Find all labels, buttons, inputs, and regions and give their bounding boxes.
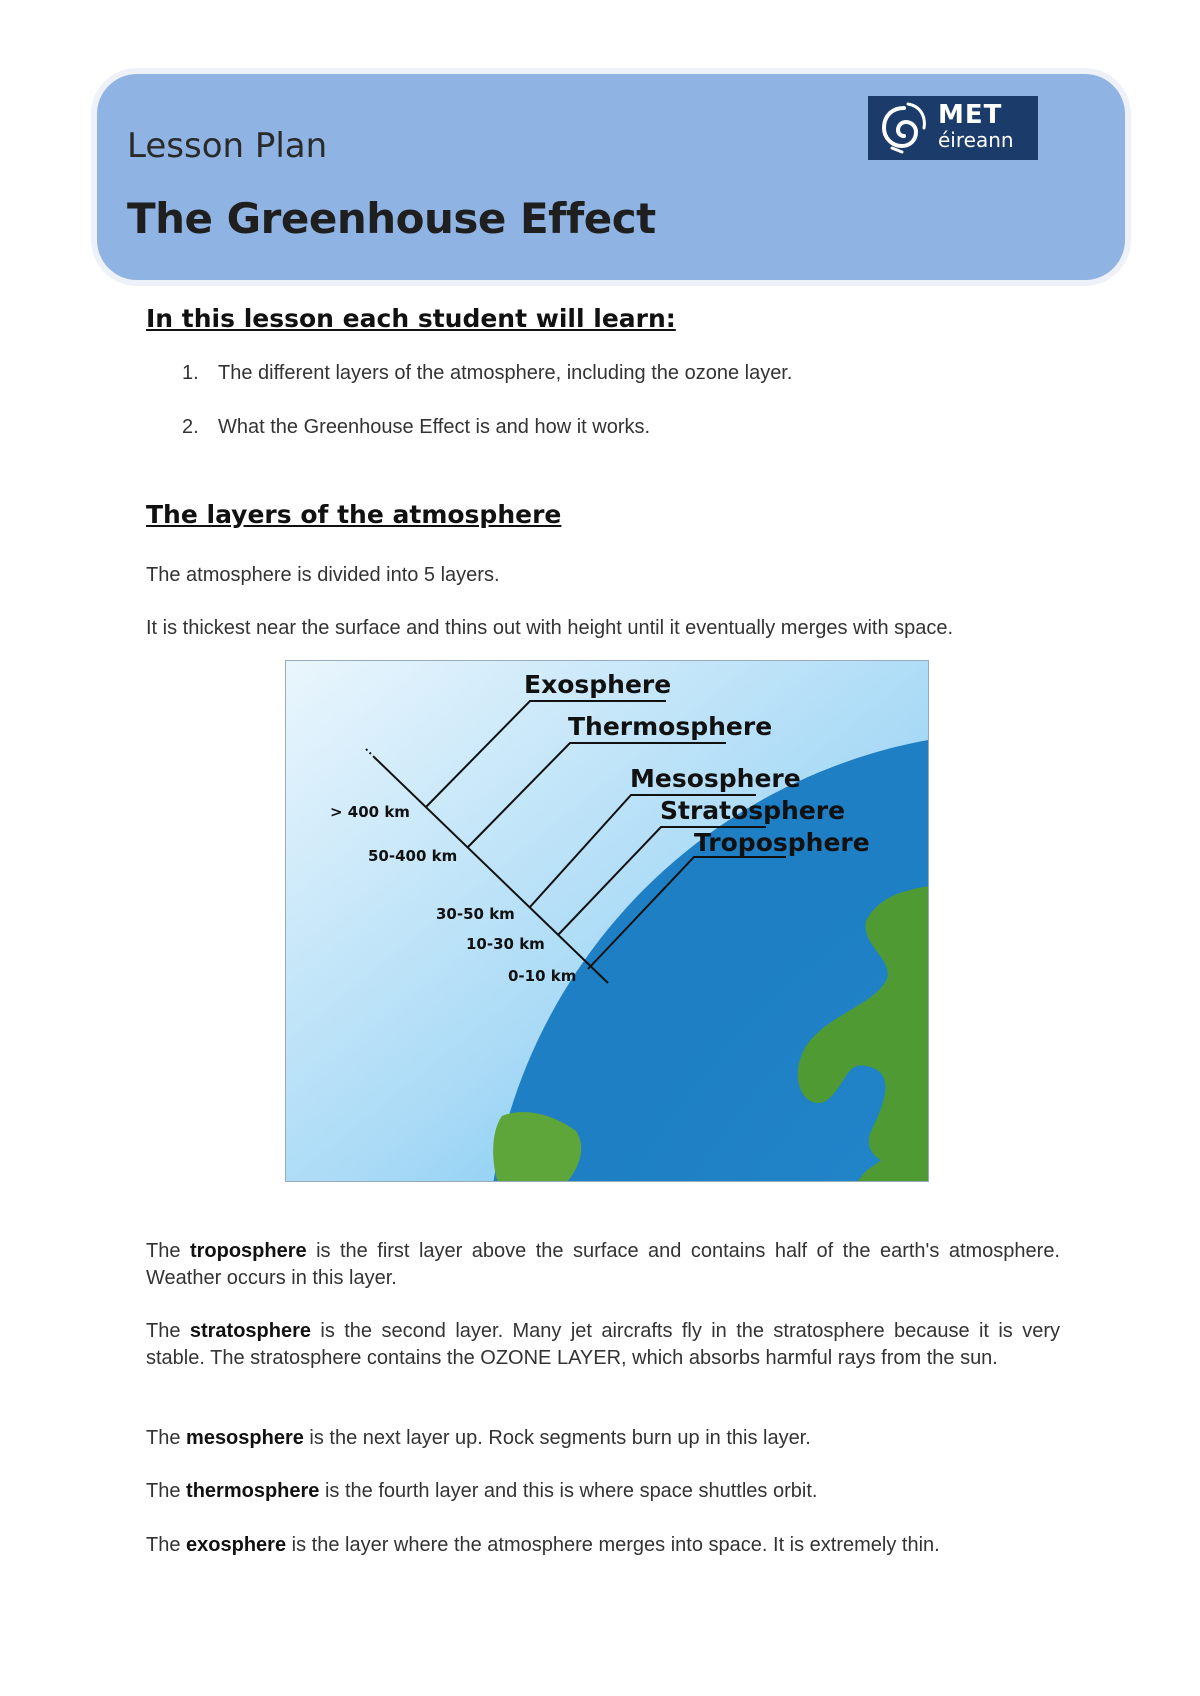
layer-label-thermosphere: Thermosphere <box>568 712 773 741</box>
objectives-heading: In this lesson each student will learn: <box>146 304 676 333</box>
logo-met-text: MET <box>938 100 1003 130</box>
text-run: is the next layer up. Rock segments burn up in this layer. <box>303 1427 811 1449</box>
list-number: 1. <box>182 362 199 384</box>
document-title: The Greenhouse Effect <box>127 194 656 243</box>
height-label: > 400 km <box>330 803 410 821</box>
layer-name: stratosphere <box>189 1320 312 1342</box>
logo-eireann-text: éireann <box>938 128 1014 152</box>
text-run: is the second layer. Many jet aircrafts fly in the stratosphere because it is very stable. The stratosphere contains the OZONE LAYER, which absorbs harmful rays from the sun. <box>146 1320 1060 1369</box>
list-text: The different layers of the atmosphere, including the ozone layer. <box>218 362 793 384</box>
stratosphere-paragraph <box>146 1318 1060 1372</box>
layer-label-stratosphere: Stratosphere <box>660 796 846 825</box>
layer-name: thermosphere <box>186 1480 320 1502</box>
layer-name: mesosphere <box>186 1427 304 1449</box>
list-item <box>182 416 650 439</box>
text-run: is the layer where the atmosphere merges into space. It is extremely thin. <box>286 1534 940 1556</box>
list-item <box>182 362 792 385</box>
height-label: 0-10 km <box>508 967 577 985</box>
swirl-icon <box>878 102 930 154</box>
height-label: 30-50 km <box>436 905 515 923</box>
lesson-plan-label: Lesson Plan <box>127 126 328 166</box>
list-number: 2. <box>182 416 199 438</box>
text-run: The <box>146 1534 187 1556</box>
thermosphere-paragraph <box>146 1478 1060 1505</box>
height-label: 10-30 km <box>466 935 545 953</box>
mesosphere-paragraph <box>146 1425 1060 1452</box>
exosphere-paragraph <box>146 1532 1060 1559</box>
layer-name: exosphere <box>186 1534 287 1556</box>
layers-heading: The layers of the atmosphere <box>146 500 562 529</box>
intro-paragraph-1: The atmosphere is divided into 5 layers. <box>146 564 500 586</box>
list-text: What the Greenhouse Effect is and how it works. <box>218 416 651 438</box>
layer-label-mesosphere: Mesosphere <box>630 764 801 793</box>
troposphere-paragraph <box>146 1238 1060 1292</box>
atmosphere-layers-diagram <box>285 660 929 1182</box>
layer-label-exosphere: Exosphere <box>524 670 672 699</box>
intro-paragraph-2: It is thickest near the surface and thins out with height until it eventually merges with space. <box>146 617 954 639</box>
met-eireann-logo <box>868 96 1038 160</box>
text-run: is the fourth layer and this is where space shuttles orbit. <box>319 1480 818 1502</box>
text-run: The <box>146 1320 190 1342</box>
layer-name: troposphere <box>189 1240 307 1262</box>
text-run: is the first layer above the surface and contains half of the earth's atmosphere. Weather occurs in this layer. <box>146 1240 1060 1289</box>
header-banner <box>97 74 1125 280</box>
text-run: The <box>146 1240 190 1262</box>
layer-label-troposphere: Troposphere <box>694 828 870 857</box>
height-label: 50-400 km <box>368 847 458 865</box>
text-run: The <box>146 1480 187 1502</box>
text-run: The <box>146 1427 187 1449</box>
